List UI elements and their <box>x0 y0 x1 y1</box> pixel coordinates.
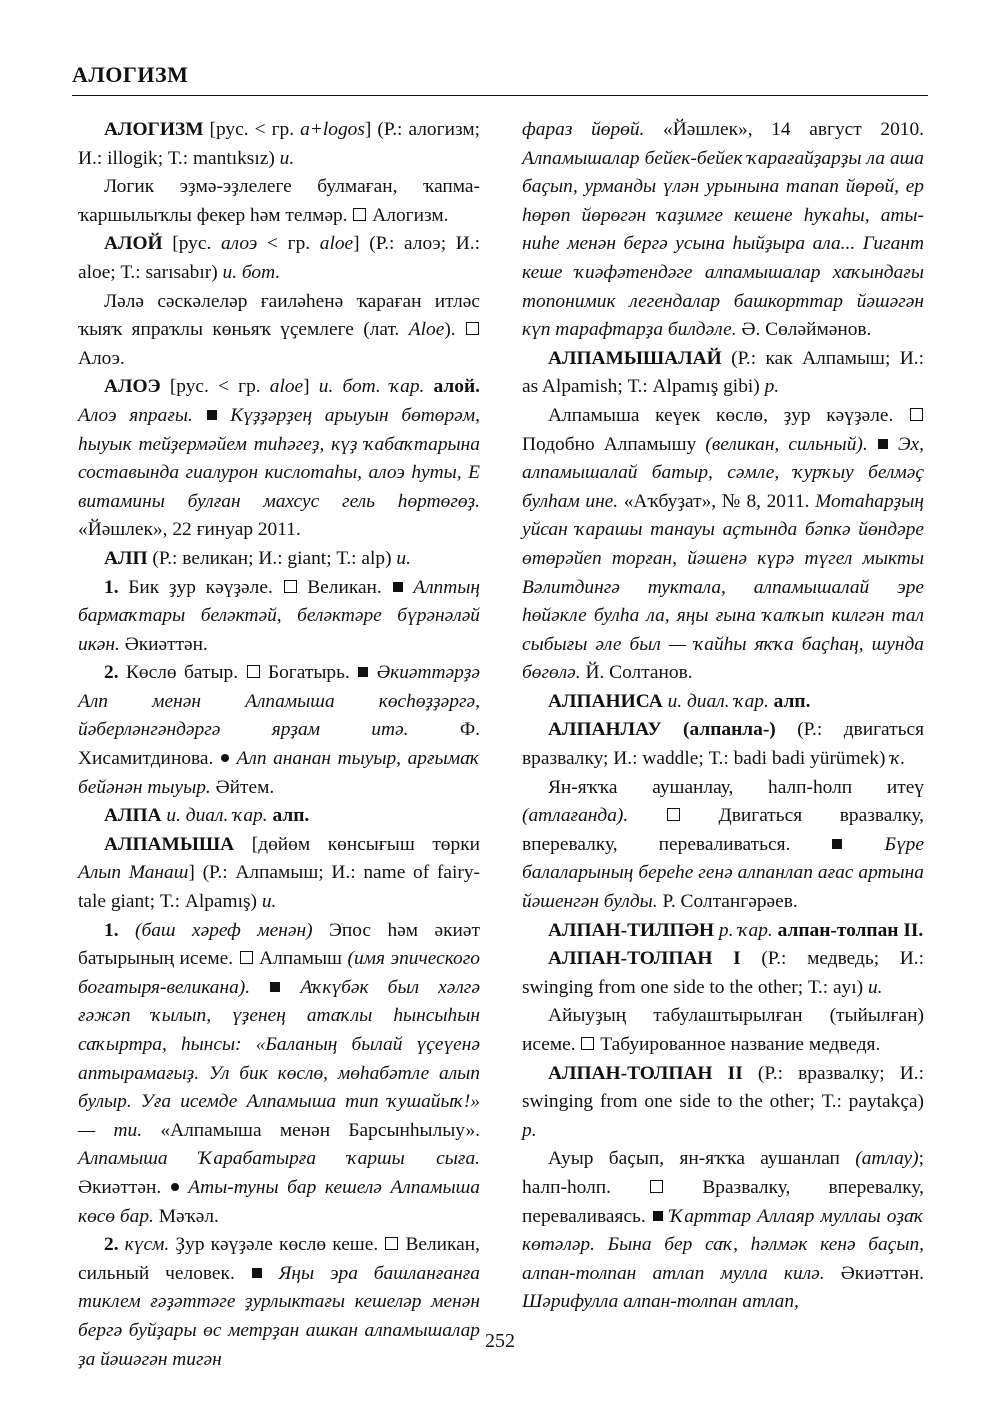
etymology: ] <box>303 376 319 398</box>
russian-equivalent: Алпамыш <box>253 948 342 970</box>
etymology: [рус. < гр. <box>203 119 301 140</box>
black-square-icon <box>358 667 368 677</box>
square-marker-icon <box>353 208 366 221</box>
definition-text: Көслө батыр. <box>118 662 246 684</box>
definition <box>522 774 924 917</box>
russian-equivalent: Алогизм. <box>367 204 449 226</box>
source: «Алпамыша менән Барсынһылыу». <box>142 1119 481 1141</box>
sense <box>78 574 480 660</box>
russian-note: (имя эпического богатыря-великана). <box>78 948 480 998</box>
definition-text: Ҙур кәүҙәле көслө кеше. <box>169 1234 385 1256</box>
source: Әкиәттән. <box>824 1262 924 1284</box>
cross-reference: алп. <box>768 690 811 712</box>
black-square-icon <box>393 582 403 592</box>
header-rule <box>72 95 928 96</box>
headword: АЛПАН-ТОЛПАН I <box>548 948 741 970</box>
headword: АЛОЙ <box>104 233 163 255</box>
translations: (Р.: вразвалку; И.: swinging from one side to the other; Т.: paytakça) <box>522 1062 924 1113</box>
usage-note: күсм. <box>118 1234 170 1256</box>
example: Алоэ япрағы. <box>78 404 193 426</box>
russian-note: (великан, сильный). <box>696 433 868 455</box>
headword: АЛПАН-ТОЛПАН II <box>548 1062 743 1084</box>
sense-number: 1. <box>104 919 119 941</box>
definition-text: ). <box>444 319 466 341</box>
square-marker-icon <box>240 951 253 964</box>
source: «Йәшлек», 22 ғинуар 2011. <box>78 519 301 541</box>
etymology: [дөйөм көнсығыш төрки <box>234 833 480 855</box>
pos: и. <box>279 147 295 169</box>
pos: и. диал. ҡар. <box>662 690 769 712</box>
russian-equivalent: Алоэ. <box>78 347 125 369</box>
russian-equivalent: Великан, сильный человек. <box>78 1234 481 1284</box>
pos: р. <box>764 376 780 398</box>
bullet-icon <box>221 754 229 762</box>
definition-text: Логик эҙмә-эҙлелеге булмаған, ҡапма-ҡаршылыҡлы фекер һәм телмәр. <box>78 176 480 226</box>
translations: ] (Р.: алоэ; И.: aloe; Т.: sarısabır) <box>78 233 480 283</box>
cross-reference: алой. <box>424 376 481 398</box>
entry-alpanlau <box>522 716 924 773</box>
definition-text: Алпамыша кеүек көслө, ҙур кәүҙәле. <box>548 404 909 426</box>
translations: (Р.: как Алпамыш; И.: as Alpamish; Т.: Alpamış gibi) <box>522 347 924 398</box>
square-marker-icon <box>650 1180 663 1193</box>
example: Алпамышалар бейек-бейек ҡарағайҙарҙы ла аша баҫып, урманды үлән урынына тапап йөрөй, ер һөрөп йөрөгән ҡаҙимге кешене һуҡаһы, аты-ниһе менән бергә усына һыйҙыра ала... Гигант кеше ҡиәфәтендәге алпамышалар хаҡындағы топонимик легендалар башкорттар йәшәгән күп тарафтарҙа билдәле. <box>522 147 924 341</box>
translations: (Р.: великан; И.: giant; Т.: alp) <box>147 547 397 569</box>
definition-text: Ауыр баҫып, ян-яҡҡа аушанлап <box>548 1148 840 1170</box>
russian-equivalent: Подобно Алпамышу <box>522 433 697 455</box>
square-marker-icon <box>466 322 479 335</box>
left-column <box>78 116 480 1374</box>
headword: АЛПАН-ТИЛПӘН <box>548 919 715 941</box>
square-marker-icon <box>284 580 297 593</box>
sense-number: 2. <box>104 662 119 684</box>
definition-text: ; һалп-һолп. <box>522 1148 924 1198</box>
headword: АЛОЭ <box>104 376 161 398</box>
black-square-icon <box>832 839 842 849</box>
russian-equivalent: Вразвалку, вперевалку, переваливаясь. <box>522 1176 924 1227</box>
cross-reference: алпан-толпан II. <box>772 919 924 941</box>
etymon: алоэ <box>220 233 258 255</box>
latin-name: Aloe <box>408 319 445 341</box>
black-square-icon <box>207 410 217 420</box>
example: Яңы эра башланғанға тиклем ғәҙәттәге ҙурлыктағы кешеләр менән бергә буйҙары өс метрҙан ашкан алпамышалар ҙа йәшәгән тигән <box>78 1262 480 1370</box>
source: Й. Солтанов. <box>580 662 693 684</box>
etymology: [рус. <box>162 233 221 255</box>
definition-text: Ләлә сәскәлеләр ғаиләһенә ҡараған итләс ҡыяҡ япраҡлы көньяҡ үҫемлеге (лат. <box>78 290 480 341</box>
entry-alogizm <box>78 116 480 173</box>
example: Эх, алпамышалай батыр, сәмле, ҡурҡыу белмәҫ булһам ине. <box>522 433 925 512</box>
usage-note: (баш хәреф менән) <box>118 919 313 941</box>
etymology: [рус. < гр. <box>160 376 270 398</box>
usage-note: (атлағанда). <box>522 805 629 827</box>
sense <box>78 917 480 1232</box>
pos: и. бот. <box>222 261 281 283</box>
russian-equivalent: Двигаться вразвалку, вперевалку, переваливаться. <box>522 805 924 855</box>
definition <box>78 173 480 230</box>
example: Күҙҙәрҙең арыуын бөтөрәм, һыуык тейҙермәйем тиһәгеҙ, күҙ ҡабаҡтарына составында гиалурон кислотаһы, алоэ һуты, Е витамины булған махсус гель һөртөгөҙ. <box>78 404 480 512</box>
pos: и. <box>396 547 411 569</box>
etymon: a+logos <box>300 119 365 140</box>
entry-alpan-tolpan-1 <box>522 945 924 1002</box>
square-marker-icon <box>910 408 923 421</box>
example: Шәрифулла алпан-толпан атлап, <box>522 1291 799 1313</box>
entry-aloe <box>78 373 480 545</box>
headword: АЛПАНЛАУ (алпанла-) <box>548 719 776 741</box>
square-marker-icon <box>385 1237 398 1250</box>
sense-number: 1. <box>104 576 119 598</box>
example: фараз йөрөй. <box>522 119 645 140</box>
entry-alpanisa <box>522 688 924 717</box>
definition-text: Бик ҙур кәүҙәле. <box>118 576 283 598</box>
etymology: < гр. <box>257 233 320 255</box>
headword: АЛП <box>104 547 148 569</box>
source: «Йәшлек», 14 август 2010. <box>644 119 925 140</box>
etymon: Алып Манаш <box>78 862 189 884</box>
entry-alpamyshalay <box>522 345 924 402</box>
entry-alp <box>78 545 480 574</box>
russian-equivalent: Богатырь. <box>260 662 350 684</box>
source: Әкиәттән. <box>119 633 208 655</box>
pos: р. <box>522 1119 537 1141</box>
continued-example <box>522 116 924 345</box>
source: «Аҡбуҙат», № 8, 2011. <box>618 490 810 512</box>
source: Әйтем. <box>210 776 275 798</box>
pos: ҡ. <box>890 748 906 770</box>
example: Ҡарттар Аллаяр муллаы оҙаҡ көтәләр. Бына бер саҡ, һәлмәк кенә баҫып, алпан-толпан атлап мулла килә. <box>522 1205 924 1284</box>
example: Мотаһарҙың уйсан ҡарашы танауы аҫтында бәпкә йөндәре өтөрәйеп торған, йәшенә күрә түгел мыкты Вәлитдингә туктала, алпамышалай эре һөйәкле булһа ла, яңы ғына ҡалҡып килгән тал сыбығы әле был — ҡайһы яҡҡа баҫһаң, шунда бөгөлә. <box>522 490 924 684</box>
pos: р. ҡар. <box>714 919 773 941</box>
russian-equivalent: Табуированное название медведя. <box>595 1034 881 1055</box>
source: Әкиәттән. <box>78 1176 162 1198</box>
translations: ] (Р.: Алпамыш; И.: name of fairy-tale giant; Т.: Alpamış) <box>78 862 480 913</box>
entry-alpan-tilpen <box>522 917 924 946</box>
definition <box>522 1145 924 1317</box>
entry-alpa <box>78 802 480 831</box>
black-square-icon <box>878 439 888 449</box>
headword: АЛПАМЫША <box>104 833 235 855</box>
cross-reference: алп. <box>267 805 310 827</box>
pos: и. диал. ҡар. <box>161 805 268 827</box>
pos: и. бот. ҡар. <box>318 376 425 398</box>
example: Бүре балаларының береһе генә алпанлап ағас артына йәшенгән булды. <box>522 833 924 913</box>
entry-alpan-tolpan-2 <box>522 1060 924 1146</box>
translations: (Р.: двигаться вразвалку; И.: waddle; Т.: badi badi yürümek) <box>522 719 924 770</box>
definition <box>78 288 480 374</box>
source: Ф. Хисамитдинова. <box>78 719 480 770</box>
usage-note: (атлау) <box>839 1148 919 1170</box>
bullet-icon <box>171 1183 179 1191</box>
proverb: Алп ананан тыуыр, арғымаҡ бейәнән тыуыр. <box>78 748 480 798</box>
definition-text: Ян-яҡҡа аушанлау, һалп-һолп итеү <box>548 776 924 798</box>
headword: АЛОГИЗМ <box>104 119 204 140</box>
pos: и. <box>867 976 883 998</box>
headword: АЛПАНИСА <box>548 690 663 712</box>
square-marker-icon <box>247 665 260 678</box>
square-marker-icon <box>581 1037 594 1050</box>
black-square-icon <box>270 982 280 992</box>
example: Әкиәттәрҙә Алп менән Алпамыша көсһөҙҙәргә, йәберләнгәндәргә ярҙам итә. <box>78 662 480 741</box>
square-marker-icon <box>667 808 680 821</box>
definition-text: Айыуҙың табулаштырылған (тыйылған) исеме. <box>522 1005 924 1055</box>
proverb: Аты-туны бар кешелә Алпамыша көсө бар. <box>78 1176 480 1227</box>
entry-alpamysha <box>78 831 480 917</box>
source: Ә. Сөләймәнов. <box>736 319 872 341</box>
entry-aloy <box>78 230 480 287</box>
russian-equivalent: Великан. <box>297 576 382 598</box>
running-title: АЛОГИЗМ <box>72 62 189 87</box>
definition <box>522 1002 924 1059</box>
definition-text: Эпос һәм әкиәт батырының исеме. <box>78 919 480 970</box>
sense-number: 2. <box>104 1234 119 1256</box>
source: Р. Солтангәрәев. <box>657 891 798 913</box>
headword: АЛПАМЫШАЛАЙ <box>548 347 722 369</box>
right-column <box>522 116 924 1317</box>
headword: АЛПА <box>104 805 162 827</box>
example: Аҡкүбәк был хәлгә ғәжәп ҡылып, үҙенең атаҡлы һынсыһын саҡыртра, һынсы: «Баланың былай үҫеүенә аптырамағыҙ. Ул бик көслө, мөһабәтле алып булыр. Уға исемде Алпамыша тип ҡушайыҡ!» — ти. <box>78 976 480 1141</box>
definition <box>522 402 924 688</box>
pos: и. <box>261 891 277 913</box>
black-square-icon <box>252 1268 262 1278</box>
example: Алптың бармаҡтары беләктәй, беләктәре бүрәнәләй икән. <box>78 576 480 655</box>
translations: ] (Р.: алогизм; И.: illogik; Т.: mantıksız) <box>78 119 480 169</box>
sense <box>78 659 480 802</box>
etymon: aloe <box>269 376 304 398</box>
black-square-icon <box>653 1211 663 1221</box>
page-number: 252 <box>485 1330 515 1352</box>
source: Мәҡәл. <box>153 1205 219 1227</box>
etymon: aloe <box>319 233 354 255</box>
example: Алпамыша Ҡарабатырға ҡаршы сыға. <box>78 1148 480 1170</box>
translations: (Р.: медведь; И.: swinging from one side to the other; Т.: ayı) <box>522 948 925 998</box>
